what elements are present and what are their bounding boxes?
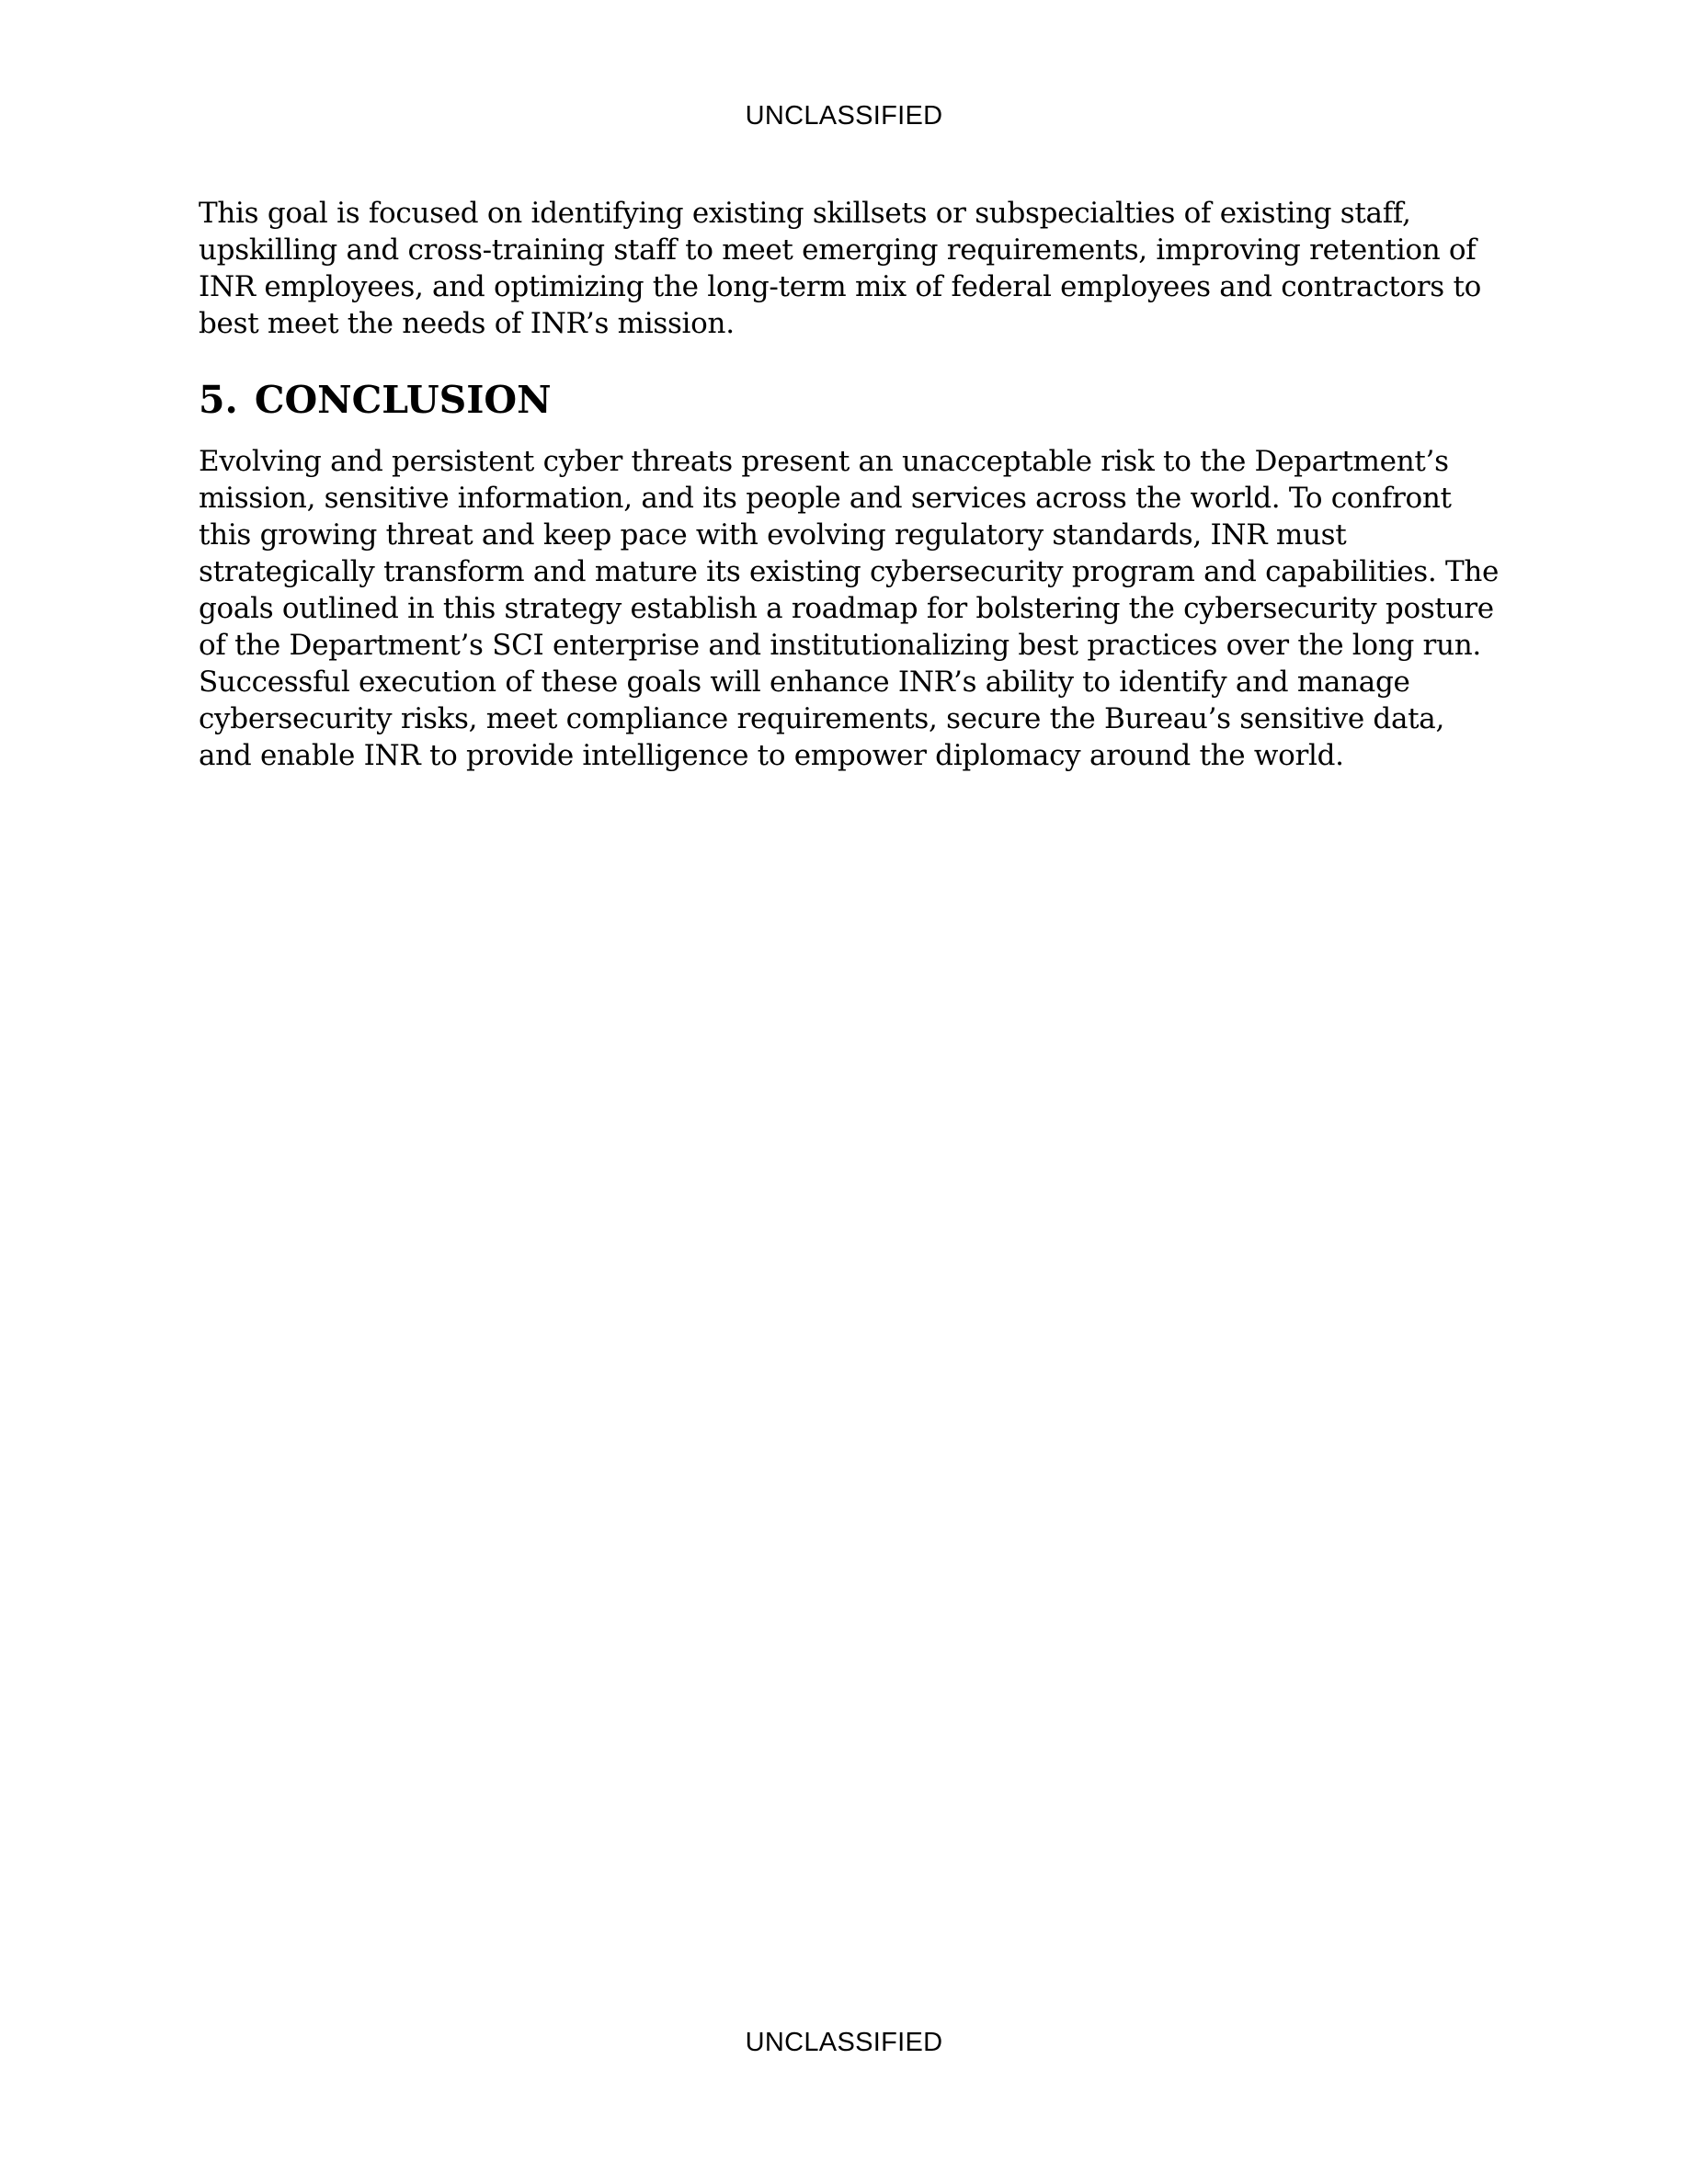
- header-classification-marking: UNCLASSIFIED: [745, 101, 943, 131]
- footer-classification-marking: UNCLASSIFIED: [745, 2028, 943, 2057]
- section-title: CONCLUSION: [254, 378, 552, 422]
- conclusion-paragraph: Evolving and persistent cyber threats present an unacceptable risk to the Department’s mission, sensitive information, and its people and services across the world. To confront this growing threat and keep pace with evolving regulatory standards, INR must strategically transform and mature its existing cybersecurity program and capabilities. The goals outlined in this strategy establish a roadmap for bolstering the cybersecurity posture of the Department’s SCI enterprise and institutionalizing best practices over the long run. Successful execution of these goals will enhance INR’s ability to identify and manage cybersecurity risks, meet compliance requirements, secure the Bureau’s sensitive data, and enable INR to provide intelligence to empower diplomacy around the world.: [199, 445, 1500, 772]
- page-content: [199, 195, 1504, 774]
- section-number: 5.: [199, 378, 238, 422]
- section-heading: [199, 377, 1504, 423]
- intro-paragraph: This goal is focused on identifying existing skillsets or subspecialties of existing staff, upskilling and cross-training staff to meet emerging requirements, improving retention of INR employees, and optimizing the long-term mix of federal employees and contractors to best meet the needs of INR’s mission.: [199, 197, 1481, 340]
